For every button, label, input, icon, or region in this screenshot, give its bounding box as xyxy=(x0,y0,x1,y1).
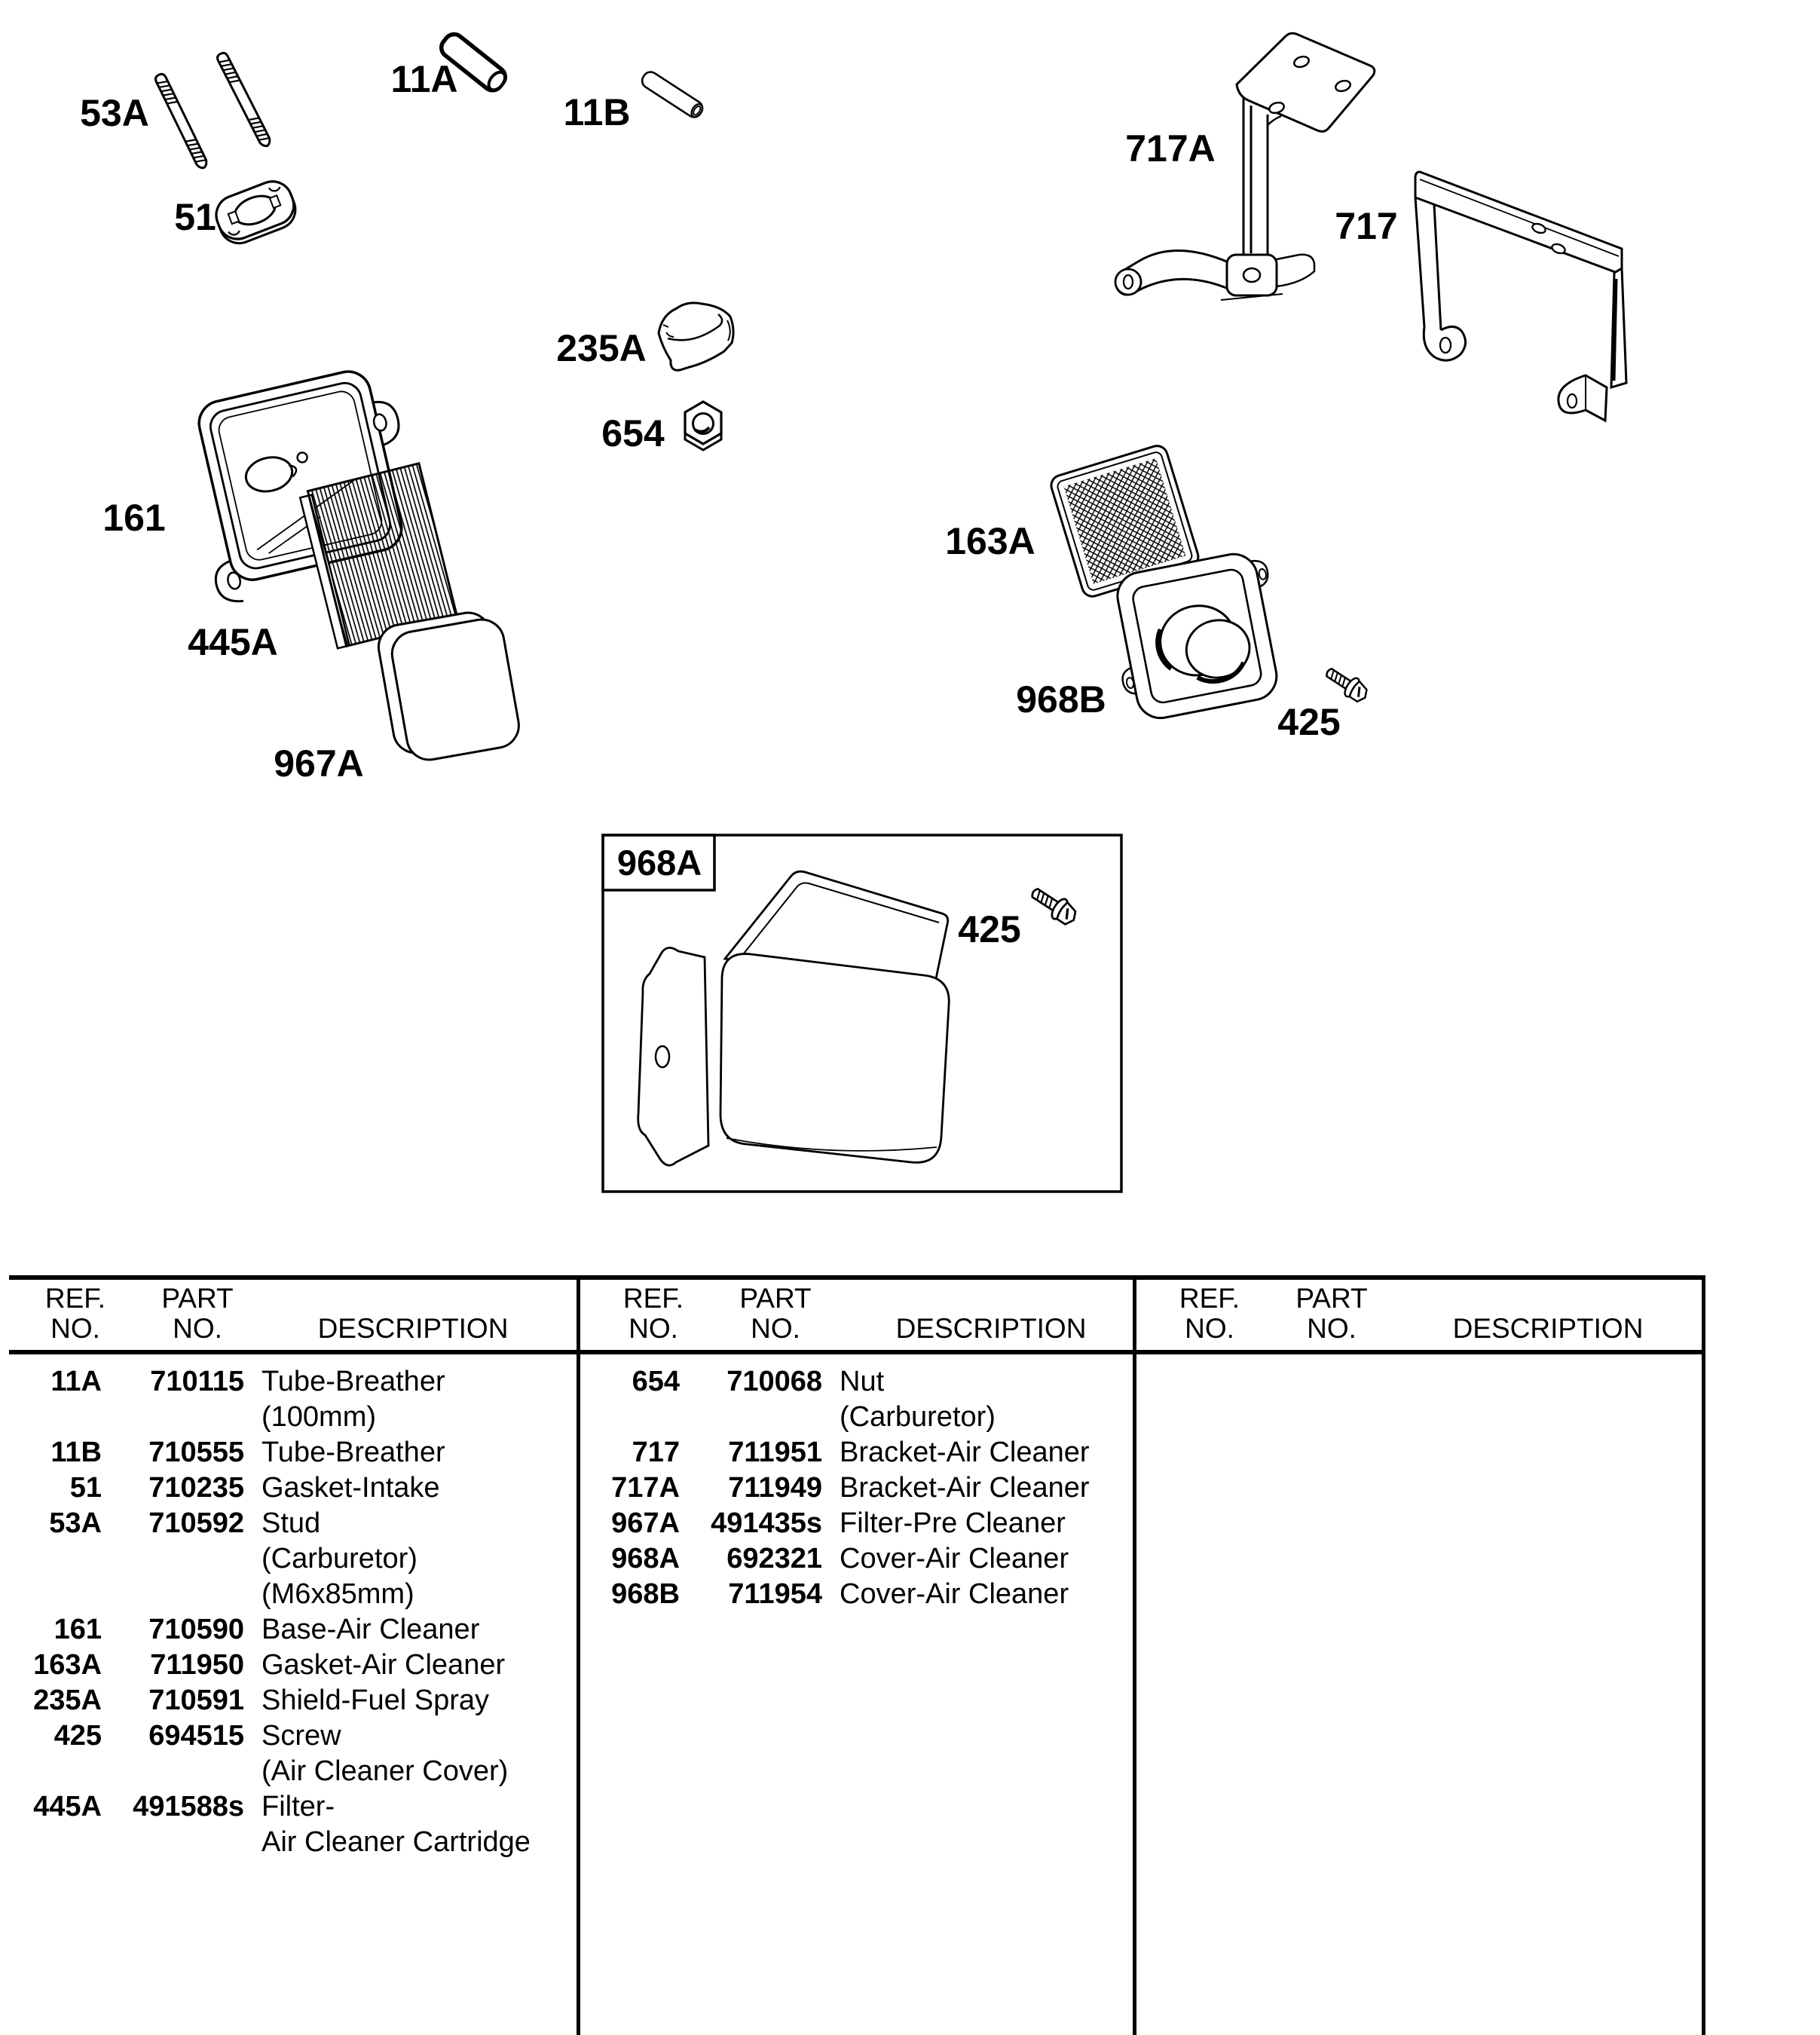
label-425-right: 425 xyxy=(1277,701,1341,743)
col1-description-header: DESCRIPTION xyxy=(317,1313,509,1344)
col2-part-no-header: NO. xyxy=(751,1313,800,1344)
label-717a: 717A xyxy=(1125,127,1216,170)
ref-no: 235A xyxy=(33,1685,102,1716)
cover-air-cleaner-968a-drawing xyxy=(638,871,950,1165)
table-row xyxy=(0,1543,569,1578)
part-description: Nut xyxy=(840,1366,885,1397)
part-no: 491435s xyxy=(711,1507,822,1539)
part-description: Shield-Fuel Spray xyxy=(262,1685,490,1716)
screw-air-cleaner-cover-drawing xyxy=(1322,663,1372,705)
ref-no: 51 xyxy=(69,1472,102,1504)
nut-carburetor-drawing xyxy=(685,402,721,450)
label-717: 717 xyxy=(1335,205,1398,247)
ref-no: 967A xyxy=(611,1507,680,1539)
part-no: 710068 xyxy=(726,1366,822,1397)
part-description: Tube-Breather xyxy=(262,1366,445,1397)
part-no: 710590 xyxy=(148,1614,244,1645)
col1-part-no-header: NO. xyxy=(173,1313,222,1344)
table-row xyxy=(0,1437,569,1472)
part-description: Gasket-Intake xyxy=(262,1472,440,1504)
label-425-box: 425 xyxy=(958,908,1021,950)
table-row xyxy=(0,1791,569,1826)
cover-968a-box xyxy=(603,835,1121,1192)
table-row xyxy=(578,1578,1147,1614)
part-no: 710115 xyxy=(150,1366,244,1397)
part-no: 711950 xyxy=(150,1649,244,1681)
part-description: Bracket-Air Cleaner xyxy=(840,1472,1090,1504)
col1-ref-no-header: NO. xyxy=(50,1313,100,1344)
part-description: Cover-Air Cleaner xyxy=(840,1543,1069,1574)
part-description: Filter-Pre Cleaner xyxy=(840,1507,1066,1539)
part-no: 711954 xyxy=(728,1578,822,1610)
gasket-intake-drawing xyxy=(210,176,301,249)
part-description: (Carburetor) xyxy=(262,1543,418,1574)
col3-ref-header: REF. xyxy=(1179,1283,1240,1314)
label-163a: 163A xyxy=(945,520,1035,562)
col2-ref-no-header: NO. xyxy=(629,1313,678,1344)
table-right-border xyxy=(1702,1275,1705,2035)
ref-no: 445A xyxy=(33,1791,102,1822)
table-row xyxy=(0,1366,569,1401)
bracket-air-cleaner-717-drawing xyxy=(1415,172,1626,421)
label-11b: 11B xyxy=(563,91,631,133)
table-row xyxy=(0,1401,569,1437)
part-no: 711949 xyxy=(728,1472,822,1504)
label-161: 161 xyxy=(102,497,166,539)
label-967a: 967A xyxy=(274,742,364,785)
label-51: 51 xyxy=(174,196,216,238)
ref-no: 717 xyxy=(632,1437,680,1468)
part-description: (Air Cleaner Cover) xyxy=(262,1755,509,1787)
part-no: 692321 xyxy=(726,1543,822,1574)
table-row xyxy=(578,1472,1147,1507)
tube-breather-drawing xyxy=(639,69,705,120)
table-row xyxy=(578,1543,1147,1578)
table-top-border xyxy=(9,1275,1704,1280)
ref-no: 161 xyxy=(54,1614,102,1645)
label-235a: 235A xyxy=(556,327,647,369)
label-11a: 11A xyxy=(390,58,458,100)
part-description: Screw xyxy=(262,1720,341,1752)
table-row xyxy=(0,1472,569,1507)
part-no: 710555 xyxy=(148,1437,244,1468)
screw-air-cleaner-cover-drawing-2 xyxy=(1027,883,1081,929)
parts-column-1 xyxy=(0,1366,569,1862)
part-description: Base-Air Cleaner xyxy=(262,1614,480,1645)
part-description: Cover-Air Cleaner xyxy=(840,1578,1069,1610)
ref-no: 968A xyxy=(611,1543,680,1574)
table-header-separator xyxy=(9,1350,1704,1354)
table-row xyxy=(0,1826,569,1862)
stud-carburetor-drawing xyxy=(154,51,272,170)
part-description: (Carburetor) xyxy=(840,1401,996,1433)
part-no: 711951 xyxy=(728,1437,822,1468)
col1-part-header: PART xyxy=(161,1283,234,1314)
ref-no: 425 xyxy=(54,1720,102,1752)
table-row xyxy=(578,1507,1147,1543)
label-445a: 445A xyxy=(188,621,278,663)
col3-description-header: DESCRIPTION xyxy=(1452,1313,1644,1344)
ref-no: 717A xyxy=(611,1472,680,1504)
label-968a: 968A xyxy=(616,843,702,883)
part-description: (100mm) xyxy=(262,1401,377,1433)
label-968b: 968B xyxy=(1016,678,1106,721)
col1-ref-header: REF. xyxy=(44,1283,106,1314)
table-row xyxy=(0,1649,569,1685)
part-no: 710591 xyxy=(148,1685,244,1716)
shield-fuel-spray-drawing xyxy=(659,303,733,370)
table-row xyxy=(578,1366,1147,1401)
col3-part-no-header: NO. xyxy=(1307,1313,1357,1344)
part-description: (M6x85mm) xyxy=(262,1578,414,1610)
col2-part-header: PART xyxy=(739,1283,812,1314)
table-row xyxy=(578,1437,1147,1472)
part-description: Stud xyxy=(262,1507,321,1539)
table-row xyxy=(0,1755,569,1791)
part-no: 491588s xyxy=(133,1791,244,1822)
ref-no: 11A xyxy=(50,1366,102,1397)
part-description: Bracket-Air Cleaner xyxy=(840,1437,1090,1468)
part-no: 694515 xyxy=(148,1720,244,1752)
label-53a: 53A xyxy=(80,92,149,134)
ref-no: 654 xyxy=(632,1366,680,1397)
table-row xyxy=(0,1614,569,1649)
ref-no: 163A xyxy=(33,1649,102,1681)
ref-no: 968B xyxy=(611,1578,680,1610)
ref-no: 53A xyxy=(49,1507,102,1539)
part-description: Filter- xyxy=(262,1791,335,1822)
part-description: Gasket-Air Cleaner xyxy=(262,1649,506,1681)
label-654: 654 xyxy=(601,412,665,454)
table-row xyxy=(578,1401,1147,1437)
part-no: 710235 xyxy=(148,1472,244,1504)
part-description: Tube-Breather xyxy=(262,1437,445,1468)
col2-ref-header: REF. xyxy=(622,1283,684,1314)
col3-ref-no-header: NO. xyxy=(1185,1313,1234,1344)
col3-part-header: PART xyxy=(1295,1283,1368,1314)
part-no: 710592 xyxy=(148,1507,244,1539)
part-description: Air Cleaner Cartridge xyxy=(262,1826,531,1858)
table-row xyxy=(0,1578,569,1614)
filter-pre-cleaner-drawing xyxy=(375,607,522,765)
parts-column-2 xyxy=(578,1366,1147,1614)
table-row xyxy=(0,1685,569,1720)
ref-no: 11B xyxy=(50,1437,102,1468)
table-row xyxy=(0,1720,569,1755)
table-row xyxy=(0,1507,569,1543)
cover-air-cleaner-968b-drawing xyxy=(1103,548,1291,724)
col2-description-header: DESCRIPTION xyxy=(895,1313,1087,1344)
